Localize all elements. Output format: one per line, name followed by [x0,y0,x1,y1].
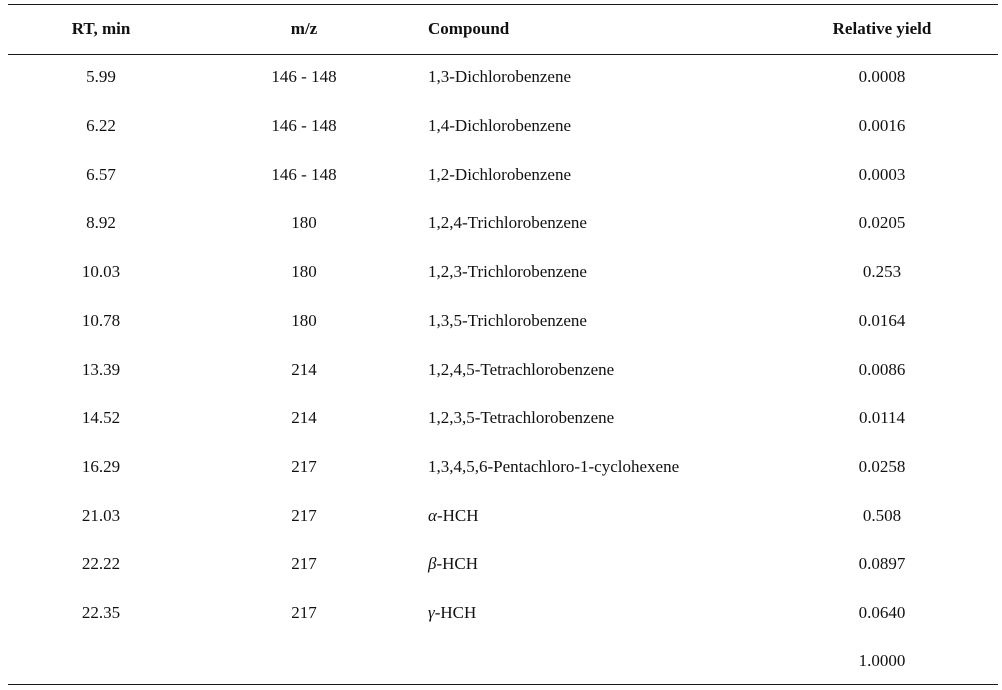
cell-compound [428,502,479,530]
cell-compound-name: 1,2,4-Trichlorobenzene [428,213,587,232]
table-top-rule [8,4,998,5]
cell-rt: 22.22 [81,554,121,573]
cell-compound [428,161,571,189]
cell-compound-name: -HCH [434,603,477,622]
cell-relative-yield: 0.0640 [858,603,906,622]
cell-rt: 5.99 [86,67,116,86]
cell-relative-yield: 0.0008 [858,67,906,86]
cell-rt: 8.92 [86,213,116,232]
cell-relative-yield: 0.0164 [858,311,906,330]
cell-mz: 146 - 148 [271,116,337,135]
cell-compound-name: 1,2,3-Trichlorobenzene [428,262,587,281]
cell-relative-yield: 0.0205 [858,213,906,232]
header-relative-yield: Relative yield [832,19,932,38]
cell-relative-yield: 0.0016 [858,116,906,135]
cell-rt: 13.39 [81,360,121,379]
cell-compound-prefix: β [428,554,437,573]
header-rt: RT, min [71,19,131,38]
cell-mz: 214 [291,408,317,427]
cell-relative-yield: 0.253 [862,262,902,281]
table-row [0,599,1002,627]
table-row [0,161,1002,189]
table-row [0,453,1002,481]
cell-mz: 180 [291,311,317,330]
cell-compound [428,453,679,481]
cell-compound [428,258,587,286]
cell-compound-name: 1,3,5-Trichlorobenzene [428,311,587,330]
cell-mz: 146 - 148 [271,165,337,184]
cell-mz: 217 [291,603,317,622]
cell-compound-name: 1,4-Dichlorobenzene [428,116,572,135]
cell-mz: 180 [291,213,317,232]
header-mz: m/z [290,19,318,38]
cell-compound-name: 1,3-Dichlorobenzene [428,67,572,86]
cell-mz: 214 [291,360,317,379]
table-row [0,356,1002,384]
table-row [0,209,1002,237]
cell-rt: 6.22 [86,116,116,135]
cell-rt: 21.03 [81,506,121,525]
cell-compound [428,550,478,578]
cell-compound-name: -HCH [436,554,479,573]
cell-rt: 10.78 [81,311,121,330]
cell-relative-yield: 0.0897 [858,554,906,573]
cell-relative-yield: 0.0258 [858,457,906,476]
cell-mz: 146 - 148 [271,67,337,86]
cell-compound-name: 1,2,4,5-Tetrachlorobenzene [428,360,615,379]
cell-compound-name: 1,2-Dichlorobenzene [428,165,572,184]
table-row [0,63,1002,91]
cell-compound [428,209,587,237]
table-header-rule [8,54,998,55]
cell-relative-yield: 0.508 [862,506,902,525]
cell-compound [428,599,476,627]
cell-rt: 10.03 [81,262,121,281]
table-row [0,258,1002,286]
cell-relative-yield-total: 1.0000 [858,651,906,670]
table-header-row [0,15,1002,43]
cell-compound [428,112,571,140]
cell-relative-yield: 0.0086 [858,360,906,379]
cell-rt: 14.52 [81,408,121,427]
table-row [0,307,1002,335]
cell-mz: 217 [291,457,317,476]
cell-compound-name: 1,3,4,5,6-Pentachloro-1-cyclohexene [428,457,680,476]
table-bottom-rule [8,684,998,685]
cell-mz: 217 [291,554,317,573]
table-row-total [0,647,1002,675]
cell-relative-yield: 0.0114 [858,408,906,427]
table-row [0,404,1002,432]
cell-relative-yield: 0.0003 [858,165,906,184]
table-row [0,112,1002,140]
cell-compound [428,356,614,384]
cell-rt: 22.35 [81,603,121,622]
cell-compound-prefix: γ [428,603,435,622]
cell-rt: 16.29 [81,457,121,476]
cell-rt: 6.57 [86,165,116,184]
cell-mz: 217 [291,506,317,525]
cell-compound-prefix: α [428,506,437,525]
cell-mz: 180 [291,262,317,281]
cell-compound [428,307,587,335]
cell-compound [428,404,614,432]
header-compound: Compound [428,19,510,38]
cell-compound-name: -HCH [436,506,479,525]
cell-compound-name: 1,2,3,5-Tetrachlorobenzene [428,408,615,427]
table-row [0,502,1002,530]
table-row [0,550,1002,578]
cell-compound [428,63,571,91]
